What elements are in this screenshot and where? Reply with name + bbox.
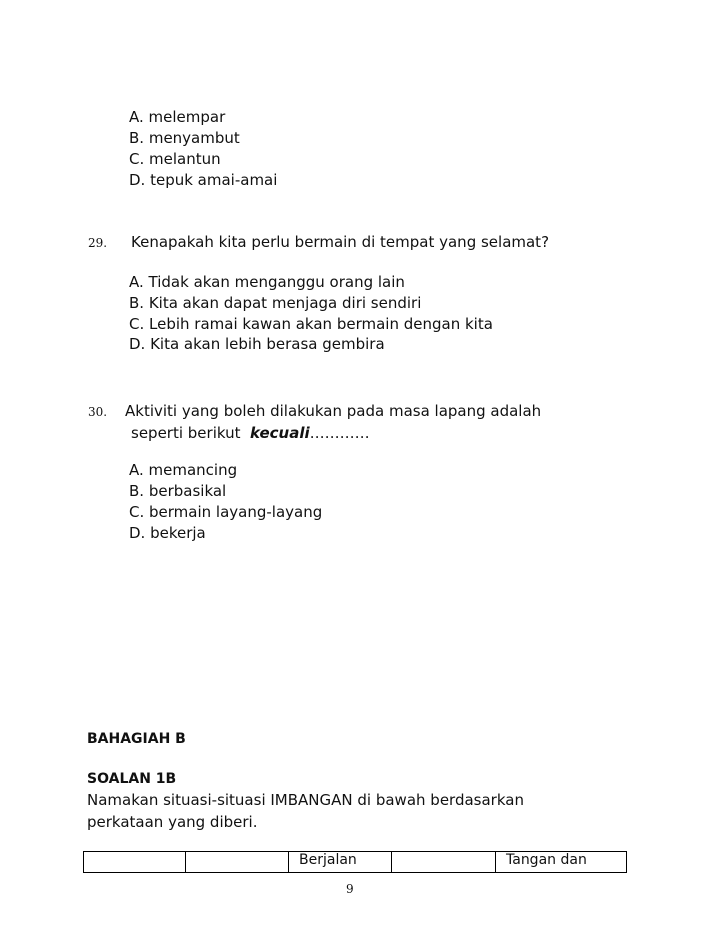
q29-number: 29.: [88, 236, 108, 250]
table-cell: [392, 852, 496, 873]
q30-question-line2: [131, 424, 370, 442]
q28-option-a: A. melempar: [129, 108, 226, 126]
question-label: SOALAN 1B: [87, 771, 177, 787]
q30-keyword: kecuali: [250, 424, 310, 442]
q29-option-d: D. Kita akan lebih berasa gembira: [129, 335, 385, 353]
section-heading: BAHAGIAH B: [87, 731, 186, 747]
q30-option-d: D. bekerja: [129, 524, 206, 542]
q28-option-b: B. menyambut: [129, 129, 240, 147]
imbangan-table: [83, 851, 627, 873]
q30-number: 30.: [88, 405, 108, 419]
q29-option-b: B. Kita akan dapat menjaga diri sendiri: [129, 294, 422, 312]
table-row: [84, 852, 627, 873]
q29-option-c: C. Lebih ramai kawan akan bermain dengan kita: [129, 315, 493, 333]
q28-option-d: D. tepuk amai-amai: [129, 171, 278, 189]
q29-option-a: A. Tidak akan menganggu orang lain: [129, 273, 405, 291]
table-cell-tangan-dan: Tangan dan: [496, 852, 627, 873]
q30-question-prefix: seperti berikut: [131, 424, 241, 442]
q28-option-c: C. melantun: [129, 150, 221, 168]
table-cell: [186, 852, 289, 873]
instruction-line-1: Namakan situasi-situasi IMBANGAN di bawah berdasarkan: [87, 791, 524, 809]
q30-option-a: A. memancing: [129, 461, 238, 479]
q29-question: Kenapakah kita perlu bermain di tempat yang selamat?: [131, 233, 550, 251]
q30-option-b: B. berbasikal: [129, 482, 227, 500]
page-number: 9: [346, 882, 354, 896]
table-cell: [84, 852, 186, 873]
q30-question-line1: Aktiviti yang boleh dilakukan pada masa lapang adalah: [125, 402, 542, 420]
instruction-line-2: perkataan yang diberi.: [87, 813, 258, 831]
q30-option-c: C. bermain layang-layang: [129, 503, 323, 521]
table-cell-berjalan: Berjalan: [289, 852, 392, 873]
q30-dots: …………: [309, 424, 370, 442]
